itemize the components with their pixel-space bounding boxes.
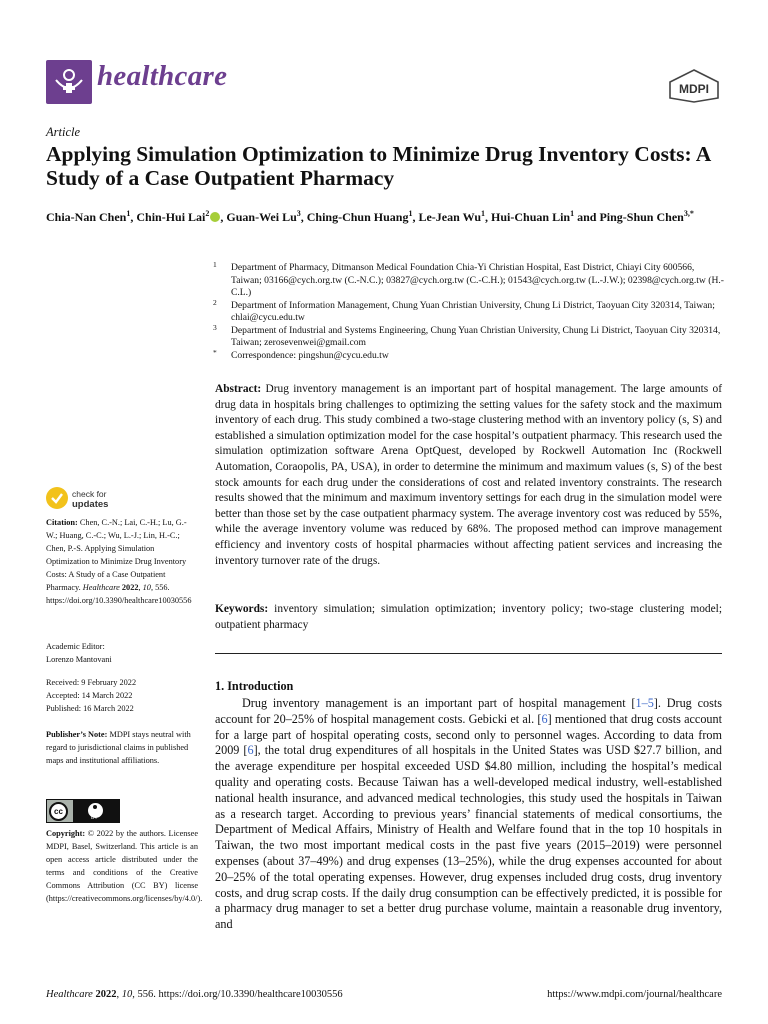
author-name[interactable]: Ching-Chun Huang: [306, 210, 409, 224]
author-affiliation-marker: 1: [126, 209, 131, 218]
author-affiliation-marker: 3,*: [683, 209, 694, 218]
affiliation-item: [213, 297, 725, 325]
affiliation-number: 1: [213, 260, 217, 269]
mdpi-logo[interactable]: [666, 68, 722, 104]
affiliation-text: Correspondence: pingshun@cycu.edu.tw: [231, 349, 389, 361]
author-separator: ,: [485, 210, 492, 224]
accepted-date: Accepted: 14 March 2022: [46, 691, 133, 700]
keywords: [215, 602, 722, 633]
copyright-text: © 2022 by the authors. Licensee MDPI, Basel, Switzerland. This article is an open access article distributed under the terms and conditions of the Creative Commons Attribution (CC BY) license (https://creativecommons.org/licenses/by/4.0/).: [46, 829, 203, 903]
mdpi-logo-text: MDPI: [679, 82, 709, 96]
author-affiliation-marker: 1: [408, 209, 413, 218]
affiliation-number: *: [213, 347, 217, 357]
author-list: [46, 205, 726, 226]
affiliation-item: [213, 322, 725, 350]
author-name[interactable]: Le-Jean Wu: [418, 210, 482, 224]
introduction-heading: 1. Introduction: [215, 679, 294, 693]
keywords-text: inventory simulation; simulation optimization; inventory policy; two-stage clustering model; outpatient pharmacy: [215, 603, 722, 631]
author-name[interactable]: Ping-Shun Chen: [599, 210, 684, 224]
citation-block: Citation: Chen, C.-N.; Lai, C.-H.; Lu, G.-W.; Huang, C.-C.; Wu, L.-J.; Lin, H.-C.; Chen, P.-S. Applying Simulation Optimization to Minimize Drug Inventory Costs: A Study of a Case Outpatient Pharmacy. Healthcare 2022, 10, 556. https://doi.org/10.3390/healthcare10030556: [46, 518, 192, 605]
article-type: Article: [46, 125, 81, 139]
section-divider: [215, 653, 722, 654]
citation-text: Chen, C.-N.; Lai, C.-H.; Lu, G.-W.; Huang, C.-C.; Wu, L.-J.; Lin, H.-C.; Chen, P.-S. Applying Simulation Optimization to Minimize Drug Inventory Costs: A Study of a Case Outpatient Pharmacy.: [46, 518, 187, 592]
article-title: Applying Simulation Optimization to Minimize Drug Inventory Costs: A Study of a Case Outpatient Pharmacy: [46, 142, 711, 190]
author-affiliation-marker: 3: [296, 209, 301, 218]
received-date: Received: 9 February 2022: [46, 678, 137, 687]
check-updates-line1: check for: [72, 489, 107, 499]
author-separator: and: [574, 210, 600, 224]
author-name[interactable]: Guan-Wei Lu: [226, 210, 297, 224]
publisher-note-text: MDPI stays neutral with regard to jurisdictional claims in published maps and institutional affiliations.: [46, 730, 191, 765]
author-separator: ,: [412, 210, 419, 224]
abstract-label: Abstract:: [215, 383, 262, 395]
affiliation-number: 3: [213, 322, 217, 332]
affiliation-text: Department of Industrial and Systems Engineering, Chung Yuan Christian University, Chung Li District, Taoyuan City 320314, Taiwan; zerosevenwei@gmail.com: [231, 324, 721, 348]
citation-year: 2022: [121, 583, 139, 592]
academic-editor: [46, 640, 198, 666]
footer-year: 2022: [95, 989, 117, 1000]
footer-journal: Healthcare: [46, 989, 93, 1000]
check-for-updates-button[interactable]: [46, 487, 126, 513]
journal-name[interactable]: healthcare: [97, 60, 228, 92]
journal-logo: [46, 60, 92, 104]
affiliation-text: Department of Pharmacy, Ditmanson Medical Foundation Chia-Yi Christian Hospital, East District, Chiayi City 600566, Taiwan; 03166@cych.org.tw (C.-N.C.); 03827@cych.org.tw (C.-C.H.); 01543@cych.org.tw (L.-J.W.); 02398@cych.org.tw (H.-C.L.): [231, 262, 724, 298]
author-name[interactable]: Chin-Hui Lai: [136, 210, 206, 224]
author-name[interactable]: Hui-Chuan Lin: [491, 210, 571, 224]
author-name[interactable]: Chia-Nan Chen: [46, 210, 127, 224]
affiliation-number: 2: [213, 297, 217, 307]
publisher-note: [46, 728, 198, 767]
copyright-label: Copyright:: [46, 829, 86, 838]
footer-volume: 10: [121, 989, 133, 1000]
healthcare-journal-icon: [52, 66, 86, 98]
affiliation-item: [213, 347, 725, 363]
check-updates-line2: updates: [72, 499, 109, 510]
citation-doi[interactable]: , 556. https://doi.org/10.3390/healthcare10030556: [46, 583, 192, 605]
footer-journal-url[interactable]: https://www.mdpi.com/journal/healthcare: [547, 989, 722, 1000]
check-for-updates-icon: [46, 487, 68, 509]
footer-doi[interactable]: , 556. https://doi.org/10.3390/healthcare10030556: [132, 989, 343, 1000]
citation-volume: 10: [142, 583, 151, 592]
author-affiliation-marker: 2: [205, 209, 210, 218]
author-separator: ,: [300, 210, 307, 224]
editor-name: Lorenzo Mantovani: [46, 655, 112, 664]
author-affiliation-marker: 1: [570, 209, 575, 218]
orcid-icon[interactable]: [210, 212, 220, 222]
cc-icon: cc: [49, 802, 68, 821]
affiliation-item: [213, 262, 725, 300]
copyright-notice: [46, 827, 203, 905]
publication-dates: [46, 676, 198, 715]
citation-journal: Healthcare: [82, 583, 120, 592]
cc-by-license-badge[interactable]: [46, 799, 120, 823]
publisher-note-label: Publisher’s Note:: [46, 730, 108, 739]
author-separator: ,: [220, 210, 227, 224]
editor-label: Academic Editor:: [46, 642, 105, 651]
citation-link[interactable]: 1–5: [635, 696, 654, 710]
citation-link[interactable]: 6: [247, 743, 254, 758]
abstract-text: Drug inventory management is an important part of hospital management. The large amounts of drug data in hospitals bring challenges to optimizing the setting values for the safety stock and the maximum inventory of each drug. This study combined a two-stage clustering method with an inventory policy (s, S) and established a simulation optimization model for the case hospital’s outpatient pharmacy. This research used the simulation optimization software Arena OptQuest, developed by Rockwell Automation Inc (Rockwell Automation, Coraopolis, PA, USA), in order to determine the minimum and maximum values (s, S) of the best stock amounts for each drug under the considerations of cost and related inventory constraints. The research results showed that the minimum and maximum inventory settings for each drug in the simulation model were better than those set by the case outpatient pharmacy system. The average inventory cost was reduced by 55%, while the average inventory volume was reduced by 68%. The proposed method can improve management efficiency and inventory costs of hospital pharmacies without affecting patient services and increasing the inventory turnover rate of the drugs.: [215, 383, 722, 567]
abstract: [215, 382, 722, 569]
introduction-paragraph: Drug inventory management is an important part of hospital management [1–5]. Drug costs account for 20–25% of hospital management costs. Gebicki et al. [6] mentioned that drug costs account for a large part of hospital operating costs, second only to personnel wages. According to data from 2009 [6], the total drug expenditures of all hospitals in the United States was USD $27.7 billion, and the average expenditure per hospital exceeded USD $4.80 million, including the hospital’s medical quality and operating costs. Because Taiwan has a well-developed medical industry, well-established national health insurance, and advanced medical technologies, this study used the hospitals in Taiwan as a research target. According to previous years’ financial statements of medical consortiums, the Department of Medical Affairs, Ministry of Health and Welfare found that in the top 10 hospitals in Taiwan, the two most important medical costs in the past five years (2015–2019) were personnel expenses (about 37–49%) and drug expenses (13–25%), while the drug expenses accounted for about 20–25% of the total operating expenses. However, drug expenses included drug costs, drug inventory costs, and drug scrap costs. If the daily drug consumption can be effectively predicted, it is possible for a pharmacy drug manager to set a better drug purchase volume, maintain a reasonable drug inventory, and: [215, 696, 723, 932]
by-label: BY: [91, 815, 98, 821]
citation-link[interactable]: 6: [541, 711, 548, 726]
citation-label: Citation:: [46, 518, 78, 527]
footer-citation: Healthcare 2022, 10, 556. https://doi.org/10.3390/healthcare10030556: [46, 989, 343, 1000]
affiliation-text: Department of Information Management, Chung Yuan Christian University, Chung Li District, Taoyuan City 320314, Taiwan; chlai@cycu.edu.tw: [231, 299, 715, 323]
author-separator: ,: [130, 210, 137, 224]
keywords-label: Keywords:: [215, 603, 269, 615]
affiliations: [213, 262, 725, 362]
author-affiliation-marker: 1: [481, 209, 486, 218]
published-date: Published: 16 March 2022: [46, 704, 134, 713]
